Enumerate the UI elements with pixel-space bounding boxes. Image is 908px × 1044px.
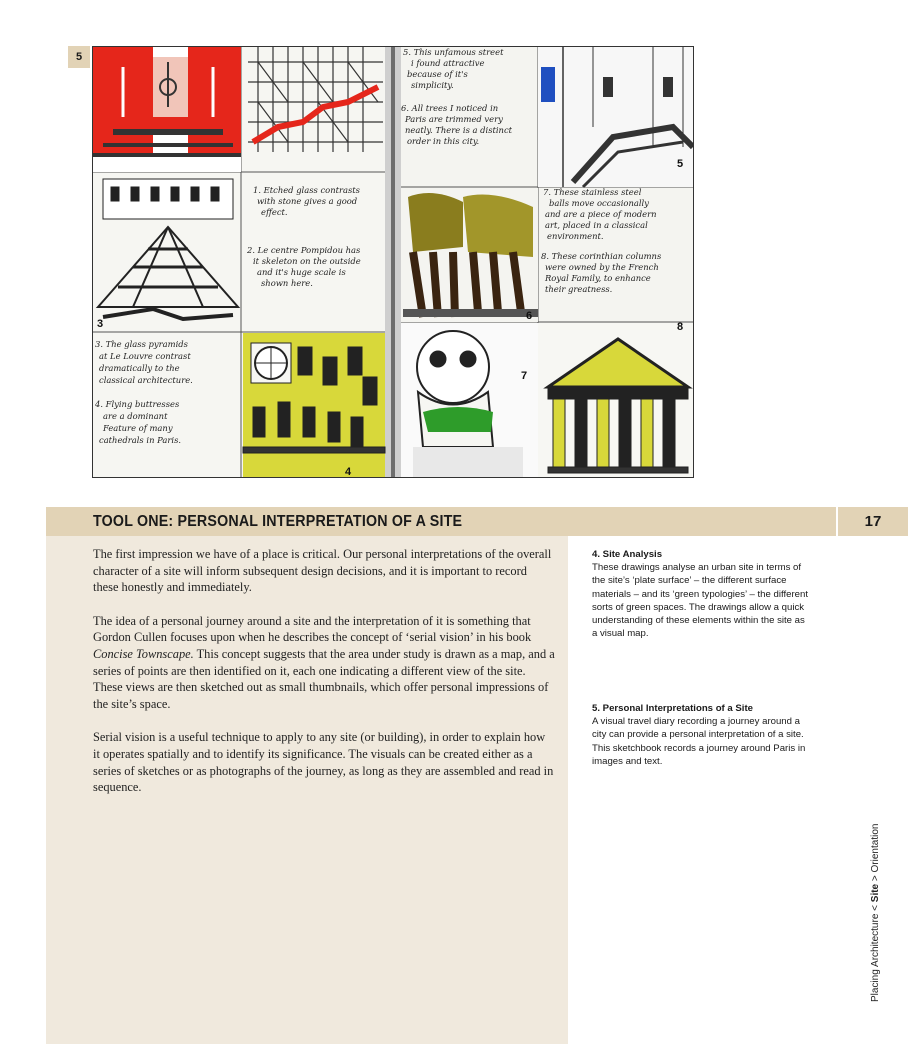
sketch-trees (401, 188, 538, 322)
caption-text: These drawings analyse an urban site in terms of the site’s ‘plate surface’ – the different surface materials – and its ‘green typologies’ – the different sorts of green spaces. The drawings allow a quick understanding of these elements within the site as a visual map. (592, 562, 808, 640)
svg-text:with stone gives a good: with stone gives a good (257, 196, 358, 206)
svg-text:Royal Family, to enhance: Royal Family, to enhance (545, 273, 651, 283)
figure-number: 5 (68, 46, 90, 68)
svg-text:simplicity.: simplicity. (411, 80, 454, 90)
svg-text:6. All trees I noticed in: 6. All trees I noticed in (401, 103, 499, 113)
caption-title: 4. Site Analysis (592, 549, 663, 560)
svg-text:order in this city.: order in this city. (407, 136, 480, 146)
svg-text:it skeleton on the outside: it skeleton on the outside (253, 256, 361, 266)
svg-text:environment.: environment. (547, 231, 604, 241)
svg-text:neatly. There is a distinct: neatly. There is a distinct (405, 125, 513, 135)
svg-text:Feature of many: Feature of many (103, 423, 173, 433)
sketch-red-facade (93, 47, 241, 172)
svg-text:2. Le centre Pompidou has: 2. Le centre Pompidou has (247, 245, 361, 255)
svg-text:Paris are trimmed very: Paris are trimmed very (405, 114, 503, 124)
svg-text:art, placed in a classical: art, placed in a classical (545, 220, 648, 230)
svg-text:cathedrals in Paris.: cathedrals in Paris. (99, 435, 182, 445)
panel-number-7: 7 (521, 370, 528, 382)
svg-text:dramatically to the: dramatically to the (99, 363, 180, 373)
svg-text:i found attractive: i found attractive (411, 58, 485, 68)
sketch-street (538, 47, 693, 187)
svg-text:3. The glass pyramids: 3. The glass pyramids (95, 339, 188, 349)
svg-text:1. Etched glass contrasts: 1. Etched glass contrasts (253, 185, 360, 195)
body-paragraph-3: Serial vision is a useful technique to apply to any site (or building), in order to explain how it operates spatially and to identify its significance. The visuals can be created either as a series of sketches or as photographs of the journey, as long as they are assembled and read in sequence. (93, 730, 554, 795)
page-number: 17 (838, 507, 908, 536)
book-title: Concise Townscape. (93, 646, 194, 661)
svg-text:because of it's: because of it's (407, 69, 468, 79)
svg-text:effect.: effect. (261, 207, 288, 217)
sketch-corinthian-columns (538, 323, 693, 477)
caption-personal-interpretations (592, 702, 812, 768)
svg-text:4. Flying buttresses: 4. Flying buttresses (95, 399, 180, 409)
caption-title: 5. Personal Interpretations of a Site (592, 703, 754, 714)
body-paragraph-2: The idea of a personal journey around a site and the interpretation of it is something that Gordon Cullen focuses upon when he describes the concept of ‘serial vision’ in his book Concise Townscape. This concept suggests that the area under study is drawn as a map, and a series of points are then identified on it, each one indicating a different view of the site. These views are then sketched out as small thumbnails, which offer personal impressions of the site’s space. (93, 613, 555, 711)
caption-site-analysis (592, 548, 812, 640)
svg-text:and are a piece of modern: and are a piece of modern (545, 209, 657, 219)
svg-text:balls move occasionally: balls move occasionally (549, 198, 649, 208)
panel-number-6: 6 (526, 310, 533, 322)
svg-text:and it's huge scale is: and it's huge scale is (257, 267, 346, 277)
panel-number-4: 4 (345, 466, 352, 477)
sketchbook-photo (92, 46, 694, 478)
body-paragraph-1: The first impression we have of a place is critical. Our personal interpretations of the overall character of a site will inform subsequent design decisions, and it is important to record these honestly and immediately. (93, 547, 552, 595)
svg-text:at Le Louvre contrast: at Le Louvre contrast (99, 351, 191, 361)
body-text (93, 546, 555, 813)
svg-text:7. These stainless steel: 7. These stainless steel (543, 187, 642, 197)
section-title: TOOL ONE: PERSONAL INTERPRETATION OF A SITE (93, 512, 463, 530)
svg-text:their greatness.: their greatness. (545, 284, 613, 294)
svg-text:were owned by the French: were owned by the French (545, 262, 659, 272)
svg-text:shown here.: shown here. (261, 278, 313, 288)
panel-number-3: 3 (97, 318, 104, 330)
sketch-steel-balls (401, 323, 538, 477)
section-header-bar (46, 507, 836, 536)
caption-text: A visual travel diary recording a journey around a city can provide a personal interpretation of a site. This sketchbook records a journey around Paris in images and text. (592, 716, 806, 767)
panel-number-5: 5 (677, 158, 684, 170)
svg-text:8. These corinthian columns: 8. These corinthian columns (541, 251, 662, 261)
svg-text:5. This unfamous street: 5. This unfamous street (403, 47, 504, 57)
svg-text:classical architecture.: classical architecture. (99, 375, 193, 385)
svg-text:are a dominant: are a dominant (103, 411, 168, 421)
sketch-cathedral (243, 333, 385, 477)
panel-number-8: 8 (677, 321, 684, 333)
running-footer-vertical: Placing Architecture < Site > Orientation (870, 823, 881, 1002)
